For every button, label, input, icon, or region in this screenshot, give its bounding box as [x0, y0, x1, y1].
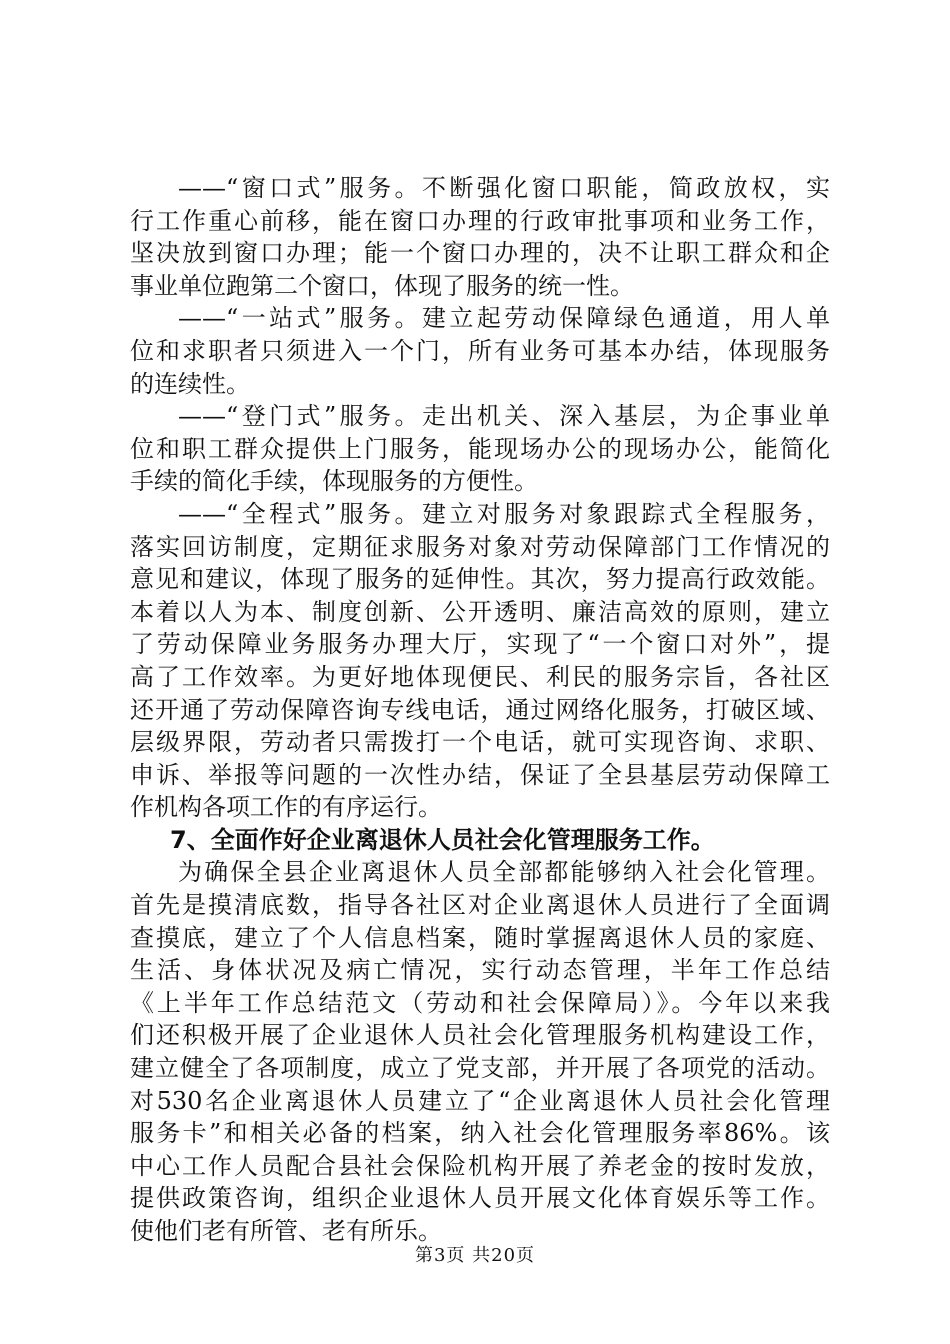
- paragraph-line: 的连续性。: [130, 369, 250, 398]
- paragraph-line: 行工作重心前移，能在窗口办理的行政审批事项和业务工作，: [130, 206, 830, 235]
- paragraph-line: 位和求职者只须进入一个门，所有业务可基本办结，体现服务: [130, 336, 830, 365]
- paragraph-line: 作机构各项工作的有序运行。: [130, 793, 442, 822]
- paragraph-line: 建立健全了各项制度，成立了党支部，并开展了各项党的活动。: [130, 1054, 830, 1083]
- paragraph-line: ——“一站式”服务。建立起劳动保障绿色通道，用人单: [178, 304, 830, 333]
- paragraph-line: 事业单位跑第二个窗口，体现了服务的统一性。: [130, 271, 634, 300]
- paragraph-line: 为确保全县企业离退休人员全部都能够纳入社会化管理。: [178, 858, 830, 887]
- paragraph-line: 查摸底，建立了个人信息档案，随时掌握离退休人员的家庭、: [130, 923, 830, 952]
- paragraph-line: 位和职工群众提供上门服务，能现场办公的现场办公，能简化: [130, 434, 830, 463]
- paragraph-line: 层级界限，劳动者只需拨打一个电话，就可实现咨询、求职、: [130, 728, 830, 757]
- page-footer: [0, 1241, 950, 1267]
- paragraph-line: ——“窗口式”服务。不断强化窗口职能，简政放权，实: [178, 174, 830, 202]
- paragraph-line: 中心工作人员配合县社会保险机构开展了养老金的按时发放，: [130, 1151, 830, 1180]
- paragraph-line: 本着以人为本、制度创新、公开透明、廉洁高效的原则，建立: [130, 597, 830, 626]
- paragraph-line: 意见和建议，体现了服务的延伸性。其次，努力提高行政效能。: [130, 565, 830, 594]
- paragraph-line: 服务卡”和相关必备的档案，纳入社会化管理服务率86%。该: [130, 1119, 830, 1148]
- paragraph-line: 提供政策咨询，组织企业退休人员开展文化体育娱乐等工作。: [130, 1184, 830, 1213]
- paragraph-line: 了劳动保障业务服务办理大厅，实现了“一个窗口对外”，提: [130, 630, 830, 659]
- paragraph-line: 手续的简化手续，体现服务的方便性。: [130, 467, 538, 496]
- paragraph-line: 还开通了劳动保障咨询专线电话，通过网络化服务，打破区域、: [130, 695, 830, 724]
- page-number-label: 第3页 共20页: [414, 1245, 536, 1266]
- paragraph-line: 坚决放到窗口办理；能一个窗口办理的，决不让职工群众和企: [130, 239, 830, 268]
- document-body: [130, 172, 830, 1248]
- paragraph-line: 申诉、举报等问题的一次性办结，保证了全县基层劳动保障工: [130, 760, 830, 789]
- paragraph-line: 落实回访制度，定期征求服务对象对劳动保障部门工作情况的: [130, 532, 830, 561]
- paragraph-line: 高了工作效率。为更好地体现便民、利民的服务宗旨，各社区: [130, 662, 830, 691]
- paragraph-line: 首先是摸清底数，指导各社区对企业离退休人员进行了全面调: [130, 891, 830, 920]
- section-heading: 7、全面作好企业离退休人员社会化管理服务工作。: [170, 825, 715, 854]
- paragraph-line: 使他们老有所管、老有所乐。: [130, 1217, 442, 1245]
- paragraph-line: 对530名企业离退休人员建立了“企业离退休人员社会化管理: [130, 1086, 830, 1115]
- paragraph-line: 们还积极开展了企业退休人员社会化管理服务机构建设工作，: [130, 1021, 830, 1050]
- paragraph-line: ——“登门式”服务。走出机关、深入基层，为企事业单: [178, 402, 830, 431]
- paragraph-line: 生活、身体状况及病亡情况，实行动态管理，半年工作总结: [130, 956, 830, 985]
- paragraph-line: ——“全程式”服务。建立对服务对象跟踪式全程服务，: [178, 499, 830, 528]
- paragraph-line: 《上半年工作总结范文（劳动和社会保障局）》。今年以来我: [130, 988, 830, 1017]
